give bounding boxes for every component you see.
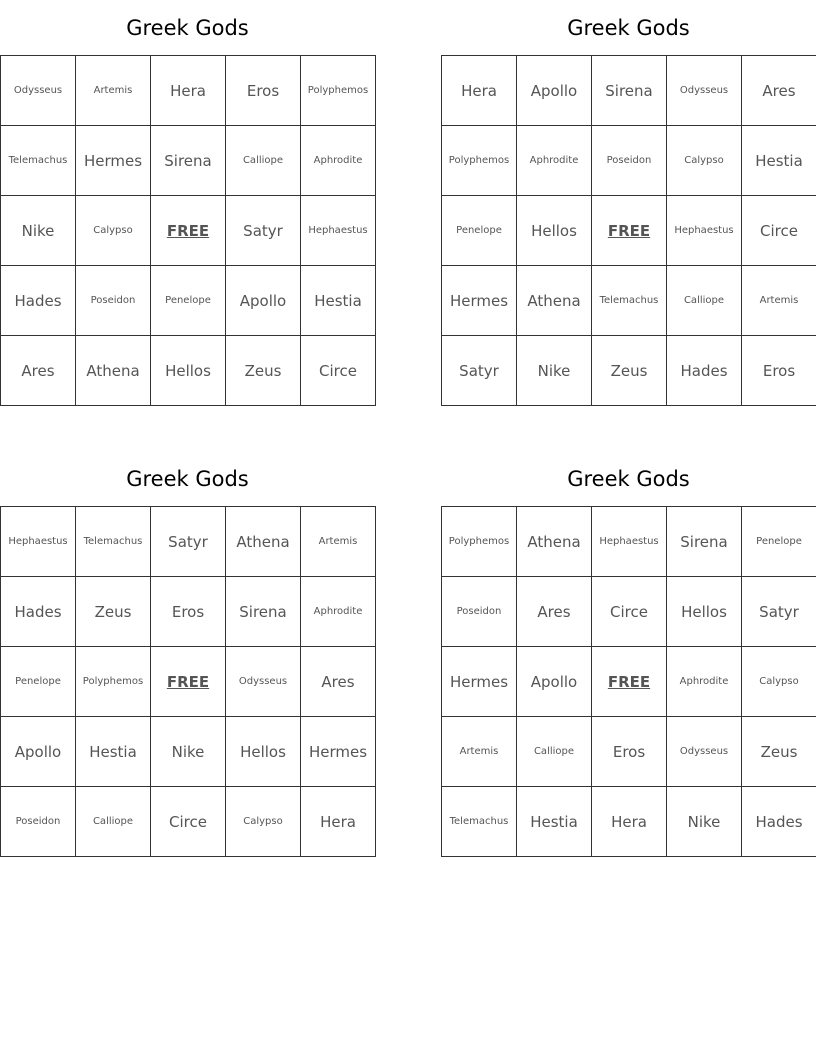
bingo-grid (441, 55, 816, 406)
free-space-cell: FREE (592, 647, 667, 717)
bingo-cell: Ares (301, 647, 376, 717)
bingo-cell: Telemachus (1, 126, 76, 196)
bingo-cell: Hera (592, 787, 667, 857)
bingo-cell: Hades (1, 577, 76, 647)
bingo-cell: Calliope (667, 266, 742, 336)
bingo-cell: Hestia (301, 266, 376, 336)
grid-row (1, 196, 376, 266)
bingo-cell: Penelope (151, 266, 226, 336)
bingo-cell: Apollo (1, 717, 76, 787)
bingo-cell: Penelope (742, 507, 816, 577)
bingo-cell: Sirena (592, 56, 667, 126)
bingo-cell: Satyr (151, 507, 226, 577)
bingo-cell: Hades (667, 336, 742, 406)
grid-row (442, 717, 816, 787)
card-title: Greek Gods (567, 467, 690, 491)
bingo-cell: Zeus (226, 336, 301, 406)
bingo-cell: Hestia (76, 717, 151, 787)
bingo-cell: Satyr (442, 336, 517, 406)
bingo-cell: Hellos (667, 577, 742, 647)
bingo-cell: Hellos (226, 717, 301, 787)
bingo-cell: Satyr (742, 577, 816, 647)
grid-row (442, 266, 816, 336)
bingo-cell: Apollo (517, 647, 592, 717)
bingo-cell: Eros (151, 577, 226, 647)
bingo-cell: Hera (151, 56, 226, 126)
bingo-cell: Hestia (742, 126, 816, 196)
bingo-card-2 (441, 0, 816, 406)
bingo-cell: Athena (226, 507, 301, 577)
bingo-cell: Hermes (301, 717, 376, 787)
bingo-cell: Telemachus (76, 507, 151, 577)
bingo-cell: Hera (301, 787, 376, 857)
grid-row (442, 577, 816, 647)
bingo-cell: Hellos (151, 336, 226, 406)
bingo-card-4 (441, 451, 816, 857)
bingo-cell: Hestia (517, 787, 592, 857)
bingo-card-1 (0, 0, 375, 406)
grid-row (442, 647, 816, 717)
bingo-cell: Calypso (667, 126, 742, 196)
grid-row (442, 507, 816, 577)
card-title: Greek Gods (126, 467, 249, 491)
bingo-cell: Artemis (742, 266, 816, 336)
bingo-grid (441, 506, 816, 857)
bingo-cell: Ares (742, 56, 816, 126)
bingo-cell: Calypso (76, 196, 151, 266)
bingo-cell: Calypso (226, 787, 301, 857)
bingo-cell: Polyphemos (442, 507, 517, 577)
bingo-cell: Athena (517, 507, 592, 577)
bingo-cell: Odysseus (667, 56, 742, 126)
bingo-cell: Calliope (76, 787, 151, 857)
bingo-cell: Satyr (226, 196, 301, 266)
bingo-cell: Calliope (226, 126, 301, 196)
grid-row (1, 577, 376, 647)
bingo-cell: Nike (667, 787, 742, 857)
grid-row (1, 507, 376, 577)
bingo-cell: Penelope (1, 647, 76, 717)
bingo-cell: Nike (517, 336, 592, 406)
bingo-cell: Nike (1, 196, 76, 266)
bingo-cell: Hades (742, 787, 816, 857)
bingo-grid (0, 506, 376, 857)
bingo-card-3 (0, 451, 375, 857)
free-space-cell: FREE (151, 196, 226, 266)
bingo-cell: Hephaestus (1, 507, 76, 577)
bingo-cell: Calypso (742, 647, 816, 717)
bingo-cell: Hermes (76, 126, 151, 196)
bingo-cell: Penelope (442, 196, 517, 266)
bingo-cell: Circe (151, 787, 226, 857)
bingo-cell: Zeus (742, 717, 816, 787)
card-title: Greek Gods (126, 16, 249, 40)
bingo-cell: Calliope (517, 717, 592, 787)
bingo-cell: Hephaestus (301, 196, 376, 266)
bingo-cell: Circe (742, 196, 816, 266)
grid-row (1, 787, 376, 857)
grid-row (1, 266, 376, 336)
bingo-cell: Aphrodite (301, 577, 376, 647)
bingo-cell: Zeus (592, 336, 667, 406)
bingo-cell: Hermes (442, 647, 517, 717)
grid-row (1, 126, 376, 196)
bingo-cell: Poseidon (442, 577, 517, 647)
bingo-cell: Zeus (76, 577, 151, 647)
bingo-cell: Polyphemos (442, 126, 517, 196)
grid-row (1, 717, 376, 787)
bingo-cell: Odysseus (667, 717, 742, 787)
bingo-cell: Ares (1, 336, 76, 406)
bingo-cell: Aphrodite (301, 126, 376, 196)
bingo-cell: Athena (517, 266, 592, 336)
bingo-cell: Poseidon (1, 787, 76, 857)
bingo-cell: Sirena (226, 577, 301, 647)
bingo-cell: Aphrodite (517, 126, 592, 196)
card-title: Greek Gods (567, 16, 690, 40)
grid-row (1, 56, 376, 126)
grid-row (442, 336, 816, 406)
bingo-cell: Sirena (151, 126, 226, 196)
bingo-cell: Hermes (442, 266, 517, 336)
bingo-cell: Hephaestus (592, 507, 667, 577)
bingo-cell: Artemis (76, 56, 151, 126)
bingo-cell: Ares (517, 577, 592, 647)
bingo-cell: Eros (226, 56, 301, 126)
free-space-cell: FREE (592, 196, 667, 266)
grid-row (1, 336, 376, 406)
bingo-cell: Hellos (517, 196, 592, 266)
bingo-cell: Hera (442, 56, 517, 126)
bingo-cell: Poseidon (76, 266, 151, 336)
bingo-cell: Circe (592, 577, 667, 647)
bingo-cell: Circe (301, 336, 376, 406)
free-space-cell: FREE (151, 647, 226, 717)
grid-row (442, 56, 816, 126)
grid-row (1, 647, 376, 717)
grid-row (442, 196, 816, 266)
bingo-cell: Aphrodite (667, 647, 742, 717)
bingo-cell: Athena (76, 336, 151, 406)
bingo-cell: Odysseus (1, 56, 76, 126)
bingo-cell: Odysseus (226, 647, 301, 717)
grid-row (442, 787, 816, 857)
bingo-cell: Hades (1, 266, 76, 336)
bingo-cell: Hephaestus (667, 196, 742, 266)
bingo-cell: Eros (592, 717, 667, 787)
bingo-cell: Polyphemos (301, 56, 376, 126)
bingo-cell: Artemis (442, 717, 517, 787)
bingo-cell: Telemachus (442, 787, 517, 857)
grid-row (442, 126, 816, 196)
bingo-cell: Sirena (667, 507, 742, 577)
bingo-cell: Telemachus (592, 266, 667, 336)
bingo-cell: Poseidon (592, 126, 667, 196)
bingo-cell: Nike (151, 717, 226, 787)
bingo-grid (0, 55, 376, 406)
bingo-cell: Apollo (517, 56, 592, 126)
bingo-cell: Eros (742, 336, 816, 406)
bingo-cell: Artemis (301, 507, 376, 577)
bingo-cell: Apollo (226, 266, 301, 336)
bingo-cell: Polyphemos (76, 647, 151, 717)
